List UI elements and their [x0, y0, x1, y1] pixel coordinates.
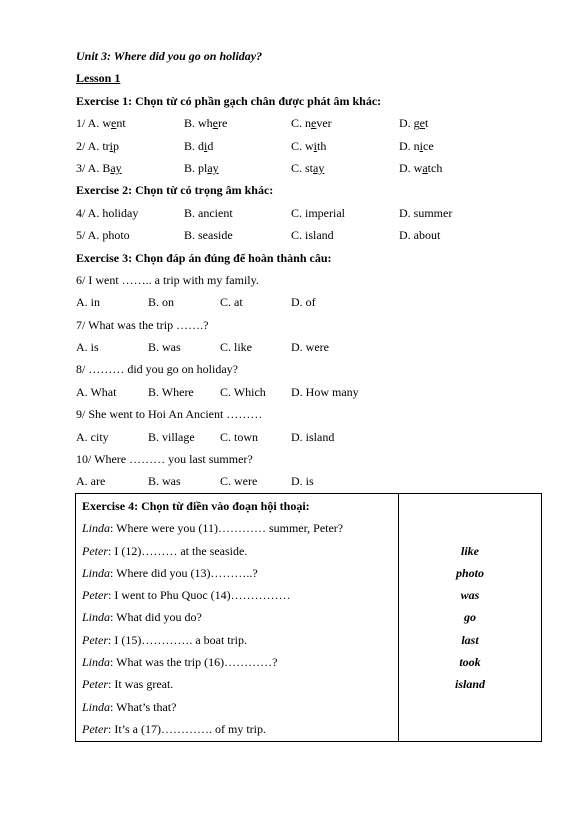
word-bank-item: island: [454, 677, 485, 692]
dialogue-text: : What did you do?: [110, 610, 202, 625]
speaker-name: Linda: [82, 610, 111, 625]
option: B. Where: [148, 384, 194, 399]
underlined-sound: e: [111, 116, 117, 131]
answer-options: [76, 293, 546, 315]
option: 5/ A. photo: [76, 228, 130, 243]
speaker-name: Linda: [82, 565, 111, 580]
dialogue-text: : I went to Phu Quoc (14)……………: [108, 588, 291, 603]
option: 4/ A. holiday: [76, 205, 139, 220]
underlined-sound: ay: [110, 160, 122, 175]
dialogue-line: [82, 542, 394, 564]
option: C. imperial: [291, 205, 345, 220]
option: B. village: [148, 429, 195, 444]
word-bank-item: was: [460, 588, 480, 603]
dialogue-line: [82, 631, 394, 653]
word-bank-spacer: [399, 519, 541, 541]
option: C. never: [291, 116, 332, 131]
dialogue-text: : It’s a (17)…………. of my trip.: [108, 721, 266, 736]
underlined-sound: a: [422, 160, 428, 175]
exercise-4-table: [75, 493, 542, 742]
worksheet: [76, 47, 546, 495]
underlined-sound: i: [313, 138, 318, 153]
speaker-name: Peter: [82, 721, 108, 736]
option: D. How many: [291, 384, 359, 399]
word-bank-item: photo: [455, 565, 484, 580]
option: B. on: [148, 295, 175, 310]
word-bank-item: took: [459, 655, 481, 670]
dialogue-text: : Where were you (11)………… summer, Peter?: [110, 521, 344, 536]
option: B. seaside: [184, 228, 233, 243]
dialogue-text: : What’s that?: [110, 699, 177, 714]
dialogue-text: : I (15)…………. a boat trip.: [108, 632, 247, 647]
option: B. was: [148, 340, 181, 355]
option: D. watch: [399, 160, 443, 175]
option: B. where: [184, 116, 228, 131]
option: B. was: [148, 474, 181, 489]
option: B. did: [184, 138, 214, 153]
option: D. about: [399, 228, 441, 243]
dialogue-line: [82, 519, 394, 541]
option: C. like: [220, 340, 252, 355]
question-text: 6/ I went …….. a trip with my family.: [76, 272, 259, 287]
option: D. nice: [399, 138, 434, 153]
lesson-label: Lesson 1: [76, 71, 121, 86]
ex1-row: [76, 114, 546, 136]
dialogue-text: : It was great.: [108, 677, 174, 692]
question-text: 10/ Where ……… you last summer?: [76, 452, 253, 467]
word-bank-spacer: [399, 497, 541, 519]
dialogue-text: : Where did you (13)………..?: [110, 565, 258, 580]
option: B. play: [184, 160, 219, 175]
speaker-name: Linda: [82, 521, 111, 536]
word-bank-item: like: [461, 543, 479, 558]
exercise-1-heading: Exercise 1: Chọn từ có phần gạch chân được phát âm khác:: [76, 93, 382, 108]
option: D. get: [399, 116, 429, 131]
question-text: 9/ She went to Hoi An Ancient ………: [76, 407, 263, 422]
speaker-name: Linda: [82, 655, 111, 670]
speaker-name: Peter: [82, 677, 108, 692]
option: A. What: [76, 384, 117, 399]
ex2-row: [76, 226, 546, 248]
answer-options: [76, 383, 546, 405]
word-bank-column: [399, 497, 541, 698]
dialogue-line: [82, 564, 394, 586]
option: A. are: [76, 474, 106, 489]
word-bank: [399, 542, 541, 698]
underlined-sound: ay: [313, 160, 325, 175]
dialogue-line: [82, 586, 394, 608]
underlined-sound: e: [419, 116, 425, 131]
exercise-1-options: [76, 114, 546, 181]
option: D. island: [291, 429, 335, 444]
option: A. city: [76, 429, 109, 444]
option: C. at: [220, 295, 243, 310]
dialogue-line: [82, 675, 394, 697]
underlined-sound: i: [204, 138, 208, 153]
option: D. of: [291, 295, 316, 310]
ex1-row: [76, 159, 546, 181]
option: C. town: [220, 429, 259, 444]
question-text: 7/ What was the trip …….?: [76, 317, 209, 332]
dialogue-text: : What was the trip (16)…………?: [110, 655, 278, 670]
speaker-name: Peter: [82, 543, 108, 558]
option: C. were: [220, 474, 258, 489]
dialogue-lines: [82, 519, 394, 742]
option: A. in: [76, 295, 100, 310]
word-bank-item: go: [464, 610, 476, 625]
option: 1/ A. went: [76, 116, 126, 131]
dialogue-line: [82, 698, 394, 720]
question-text: 8/ ……… did you go on holiday?: [76, 362, 238, 377]
option: C. island: [291, 228, 334, 243]
speaker-name: Peter: [82, 632, 108, 647]
ex1-row: [76, 137, 546, 159]
word-bank-item: last: [461, 632, 479, 647]
underlined-sound: ay: [207, 160, 219, 175]
unit-title: Unit 3: Where did you go on holiday?: [76, 49, 263, 63]
answer-options: [76, 338, 546, 360]
answer-options: [76, 428, 546, 450]
exercise-4-heading: Exercise 4: Chọn từ điền vào đoạn hội thoại:: [82, 499, 310, 513]
underlined-sound: i: [109, 138, 114, 153]
dialogue-text: : I (12)……… at the seaside.: [108, 543, 248, 558]
option: B. ancient: [184, 205, 233, 220]
option: D. is: [291, 474, 314, 489]
dialogue-column: [82, 497, 394, 742]
dialogue-line: [82, 720, 394, 742]
option: C. stay: [291, 160, 325, 175]
option: D. were: [291, 340, 329, 355]
option: 3/ A. Bay: [76, 160, 122, 175]
option: A. is: [76, 340, 99, 355]
exercise-2-heading: Exercise 2: Chọn từ có trọng âm khác:: [76, 183, 274, 198]
option: 2/ A. trip: [76, 138, 120, 153]
answer-options: [76, 472, 546, 494]
exercise-3-heading: Exercise 3: Chọn đáp án đúng để hoàn thành câu:: [76, 250, 332, 265]
option: C. Which: [220, 384, 266, 399]
speaker-name: Peter: [82, 588, 108, 603]
dialogue-line: [82, 653, 394, 675]
underlined-sound: e: [212, 116, 218, 131]
speaker-name: Linda: [82, 699, 111, 714]
dialogue-line: [82, 608, 394, 630]
ex2-row: [76, 204, 546, 226]
exercise-2-options: [76, 204, 546, 249]
option: C. with: [291, 138, 327, 153]
underlined-sound: i: [419, 138, 424, 153]
exercise-3-questions: [76, 271, 546, 495]
option: D. summer: [399, 205, 453, 220]
underlined-sound: e: [311, 116, 317, 131]
